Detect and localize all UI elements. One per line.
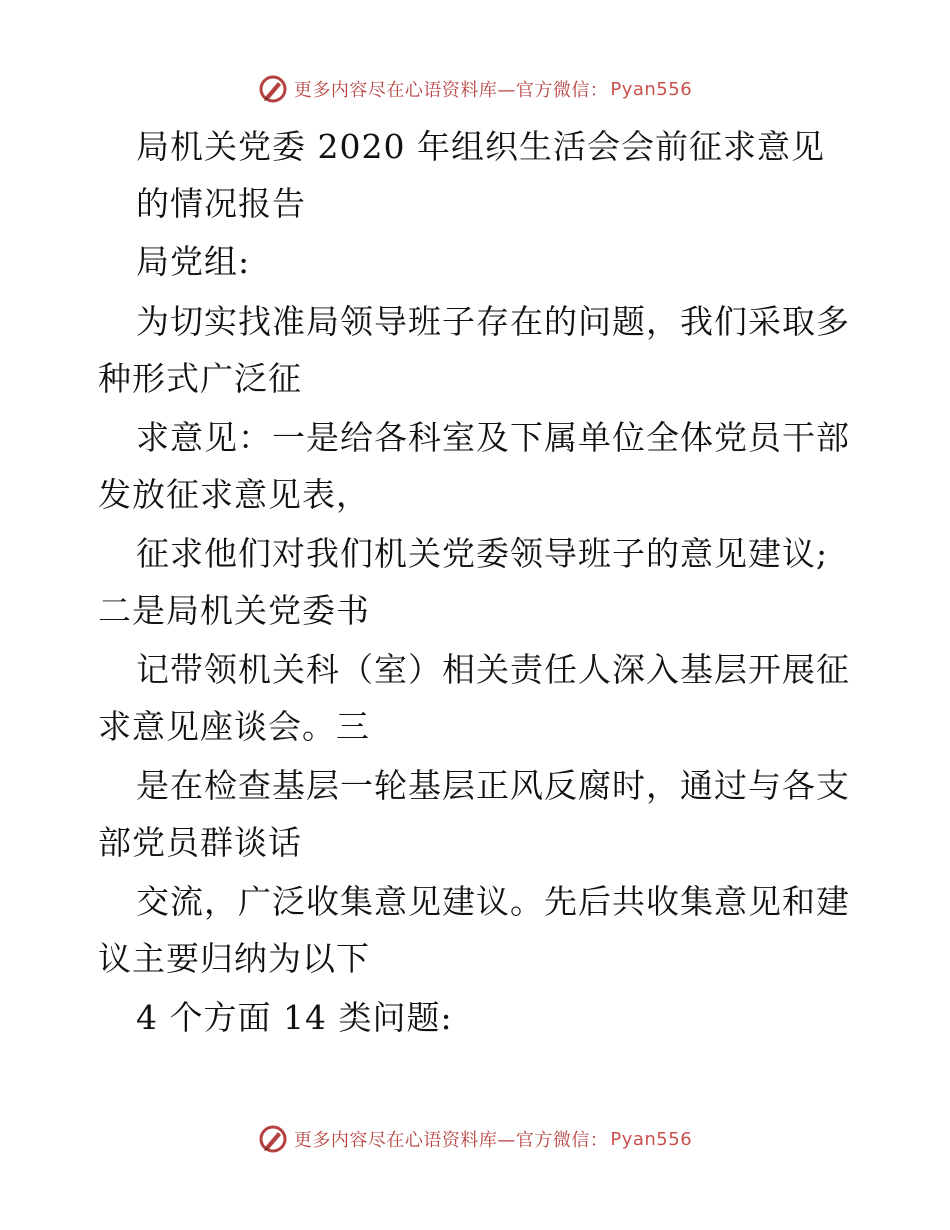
watermark-footer bbox=[0, 1122, 950, 1156]
body-line: 记带领机关科（室）相关责任人深入基层开展征 bbox=[136, 650, 850, 689]
body-line: 4 个方面 14 类问题: bbox=[136, 998, 453, 1037]
body-line: 求意见：一是给各科室及下属单位全体党员干部 bbox=[136, 418, 850, 457]
watermark-text: 更多内容尽在心语资料库—官方微信： bbox=[293, 80, 609, 101]
watermark-wechat-id: Pyan556 bbox=[610, 78, 693, 100]
document-salutation: 局党组: bbox=[136, 242, 251, 281]
body-line: 种形式广泛征 bbox=[98, 359, 302, 398]
body-line: 部党员群谈话 bbox=[98, 823, 302, 862]
body-line: 求意见座谈会。三 bbox=[98, 707, 370, 746]
body-line: 二是局机关党委书 bbox=[98, 591, 370, 630]
document-title-line-1: 局机关党委 2020 年组织生活会会前征求意见 bbox=[136, 127, 825, 166]
body-line: 征求他们对我们机关党委领导班子的意见建议; bbox=[136, 534, 829, 573]
watermark-text: 更多内容尽在心语资料库—官方微信： bbox=[293, 1130, 609, 1151]
body-line: 发放征求意见表， bbox=[98, 475, 370, 514]
body-line: 是在检查基层一轮基层正风反腐时，通过与各支 bbox=[136, 766, 850, 805]
body-line: 交流，广泛收集意见建议。先后共收集意见和建 bbox=[136, 882, 850, 921]
watermark-wechat-id: Pyan556 bbox=[610, 1128, 693, 1150]
body-line: 为切实找准局领导班子存在的问题，我们采取多 bbox=[136, 302, 850, 341]
document-title-line-2: 的情况报告 bbox=[136, 184, 306, 223]
pen-circle-logo-icon bbox=[258, 1124, 288, 1154]
body-line: 议主要归纳为以下 bbox=[98, 939, 370, 978]
